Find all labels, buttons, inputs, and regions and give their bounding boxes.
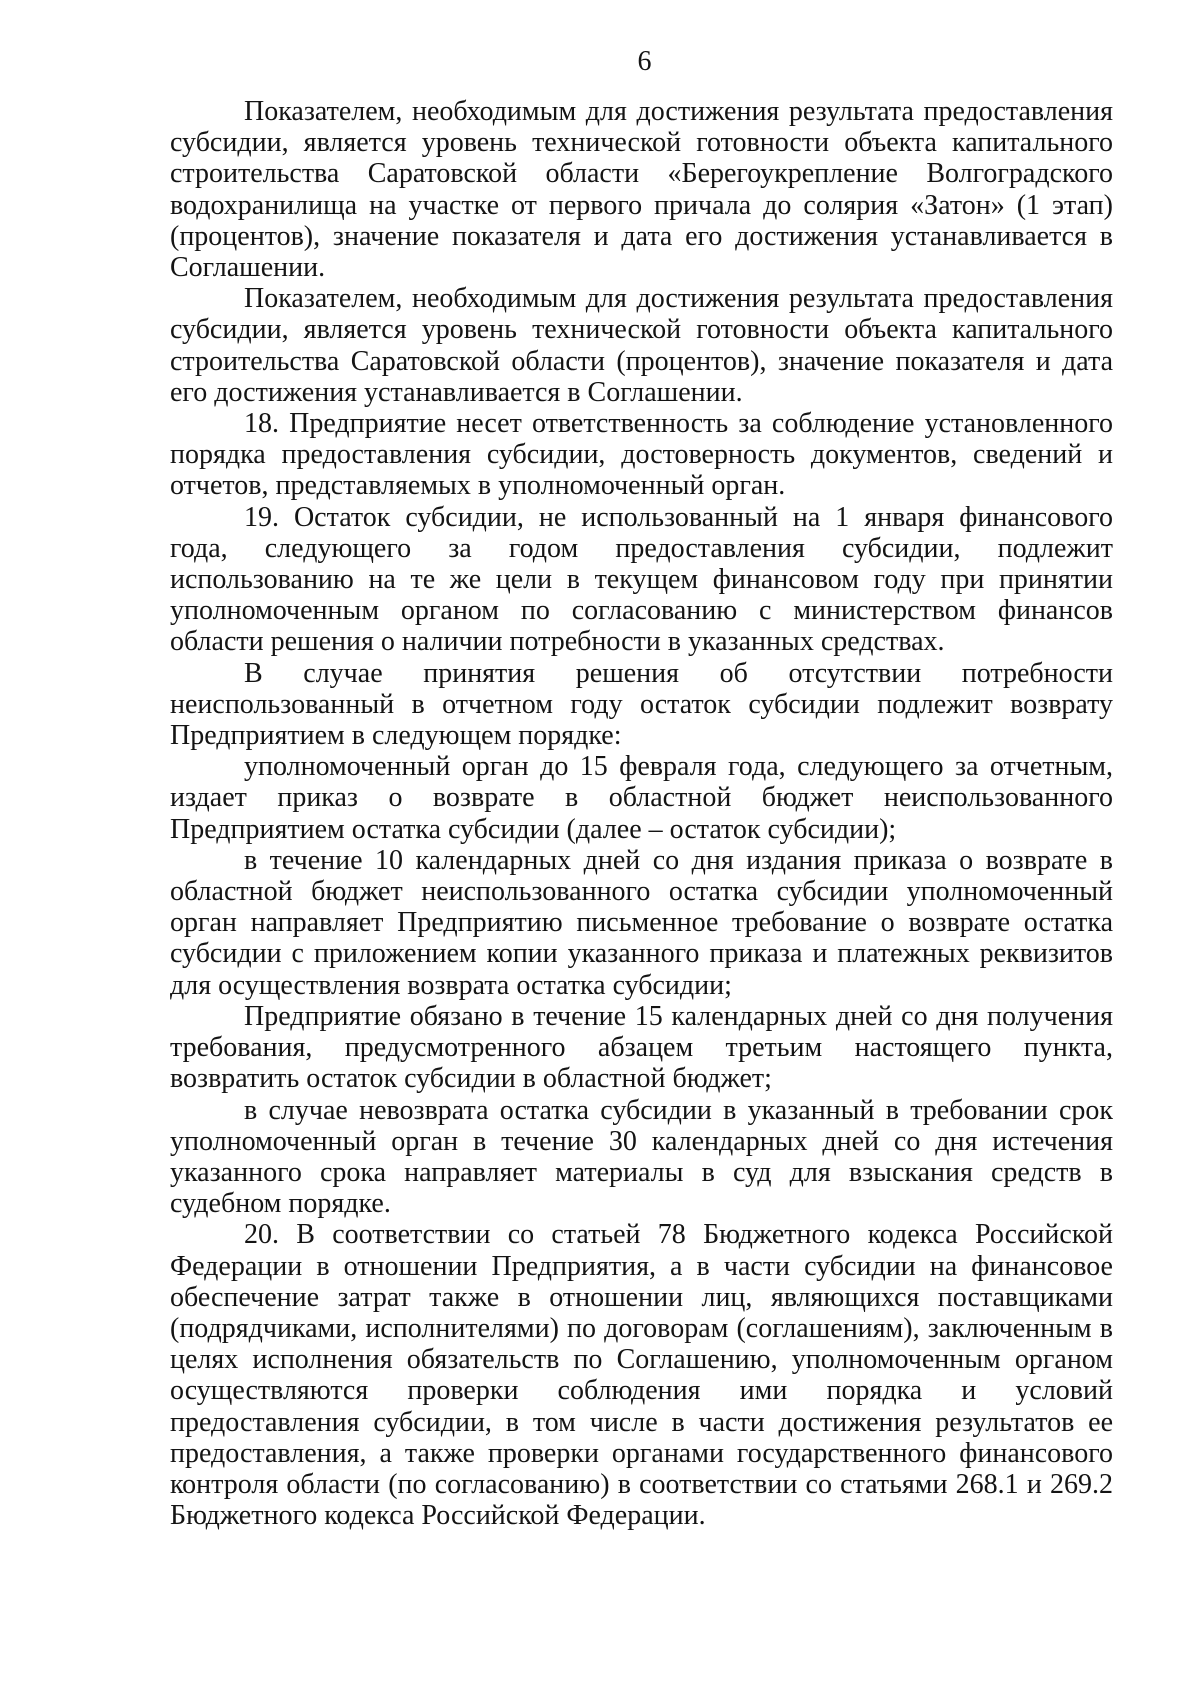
paragraph-indicator-1: Показателем, необходимым для достижения результата предоставления субсидии, является уровень технической готовности объекта капитального строительства Саратовской области «Берегоукрепление Волгоградского водохранилища на участке от первого причала до солярия «Затон» (1 этап) (процентов), значение показателя и дата его достижения устанавливается в Соглашении. <box>170 96 1113 284</box>
paragraph-no-need-case: В случае принятия решения об отсутствии потребности неиспользованный в отчетном году остаток субсидии подлежит возврату Предприятием в следующем порядке: <box>170 657 1113 752</box>
paragraph-court-recovery: в случае невозврата остатка субсидии в указанный в требовании срок уполномоченный орган в течение 30 календарных дней со дня истечения указанного срока направляет материалы в суд для взыскания средств в судебном порядке. <box>170 1094 1113 1220</box>
paragraph-indicator-2: Показателем, необходимым для достижения результата предоставления субсидии, является уровень технической готовности объекта капитального строительства Саратовской области (процентов), значение показателя и дата его достижения устанавливается в Соглашении. <box>170 283 1113 408</box>
paragraph-return-order: уполномоченный орган до 15 февраля года, следующего за отчетным, издает приказ о возврате в областной бюджет неиспользованного Предприятием остатка субсидии (далее – остаток субсидии); <box>170 751 1113 845</box>
paragraph-clause-18: 18. Предприятие несет ответственность за соблюдение установленного порядка предоставления субсидии, достоверность документов, сведений и отчетов, представляемых в уполномоченный орган. <box>170 408 1113 502</box>
paragraph-return-obligation: Предприятие обязано в течение 15 календарных дней со дня получения требования, предусмотренного абзацем третьим настоящего пункта, возвратить остаток субсидии в областной бюджет; <box>170 1000 1113 1095</box>
page-number: 6 <box>637 46 652 77</box>
document-body <box>170 96 1113 1531</box>
paragraph-clause-19: 19. Остаток субсидии, не использованный на 1 января финансового года, следующего за годом предоставления субсидии, подлежит использованию на те же цели в текущем финансовом году при принятии уполномоченным органом по согласованию с министерством финансов области решения о наличии потребности в указанных средствах. <box>170 501 1113 658</box>
paragraph-written-demand: в течение 10 календарных дней со дня издания приказа о возврате в областной бюджет неиспользованного остатка субсидии уполномоченный орган направляет Предприятию письменное требование о возврате остатка субсидии с приложением копии указанного приказа и платежных реквизитов для осуществления возврата остатка субсидии; <box>170 844 1113 1001</box>
paragraph-clause-20: 20. В соответствии со статьей 78 Бюджетного кодекса Российской Федерации в отношении Предприятия, а в части субсидии на финансовое обеспечение затрат также в отношении лиц, являющихся поставщиками (подрядчиками, исполнителями) по договорам (соглашениям), заключенным в целях исполнения обязательств по Соглашению, уполномоченным органом осуществляются проверки соблюдения ими порядка и условий предоставления субсидии, в том числе в части достижения результатов ее предоставления, а также проверки органами государственного финансового контроля области (по согласованию) в соответствии со статьями 268.1 и 269.2 Бюджетного кодекса Российской Федерации. <box>170 1219 1113 1532</box>
